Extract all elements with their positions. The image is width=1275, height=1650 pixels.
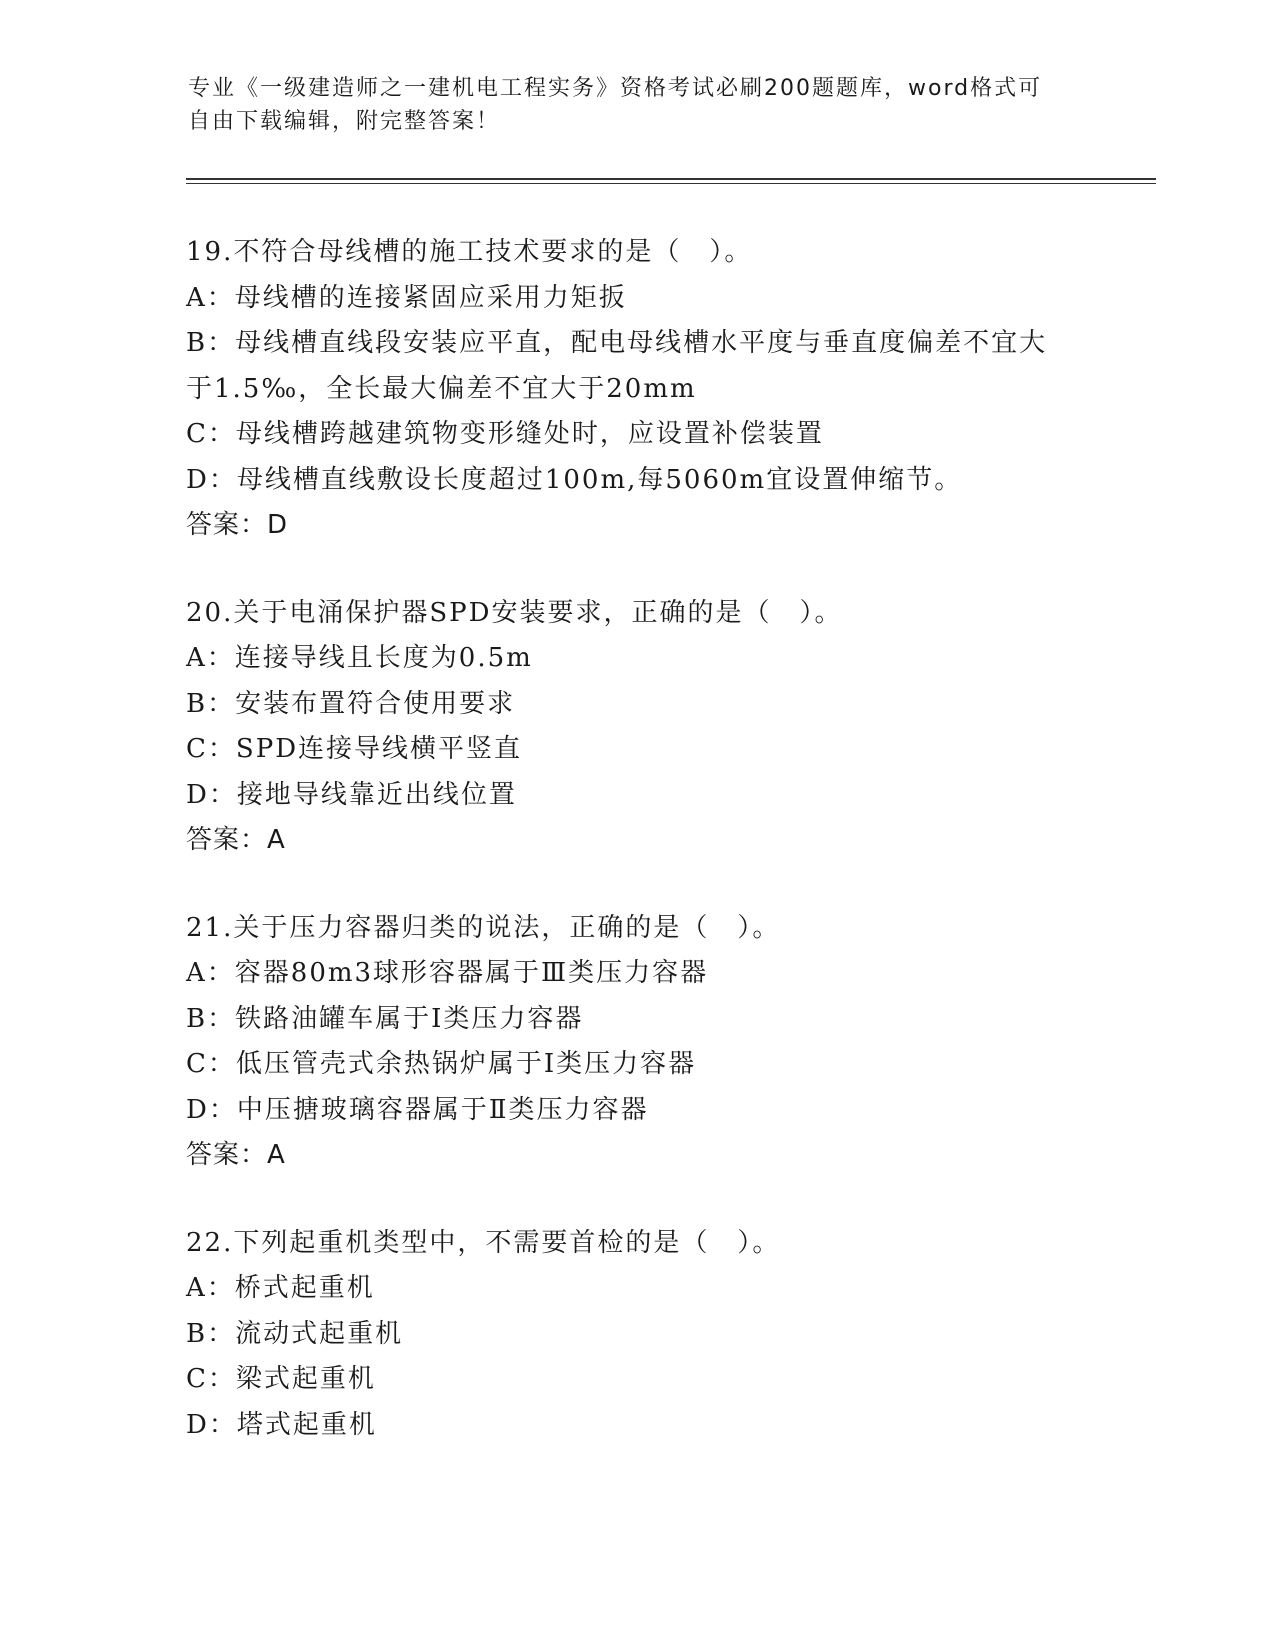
answer: 答案：D: [186, 510, 289, 540]
option-b: B：铁路油罐车属于Ⅰ类压力容器: [186, 1003, 584, 1034]
header-divider-thin: [186, 183, 1156, 184]
option-c: C：母线槽跨越建筑物变形缝处时，应设置补偿装置: [186, 419, 824, 449]
option-d: D：塔式起重机: [186, 1409, 377, 1440]
question-list: [186, 230, 1086, 1490]
option-d: D：接地导线靠近出线位置: [186, 779, 517, 810]
option-c: C：低压管壳式余热锅炉属于Ⅰ类压力容器: [186, 1049, 697, 1079]
document-header: [188, 72, 1088, 138]
option-a: A：母线槽的连接紧固应采用力矩扳: [186, 282, 627, 313]
question-stem: 20.关于电涌保护器SPD安装要求，正确的是（ ）。: [186, 597, 843, 628]
option-b: B：母线槽直线段安装应平直，配电母线槽水平度与垂直度偏差不宜大于1.5‰，全长最大偏差不宜大于20mm: [186, 328, 1048, 404]
question-22: [186, 1221, 1086, 1449]
option-a: A：容器80m3球形容器属于Ⅲ类压力容器: [186, 958, 709, 988]
option-b: B：安装布置符合使用要求: [186, 688, 516, 719]
option-c: C：SPD连接导线横平竖直: [186, 734, 523, 764]
question-21: [186, 906, 1086, 1179]
header-line-1: 专业《一级建造师之一建机电工程实务》资格考试必刷200题题库，word格式可: [188, 76, 1043, 101]
question-stem: 19.不符合母线槽的施工技术要求的是（ ）。: [186, 237, 753, 267]
option-a: A：连接导线且长度为0.5m: [186, 643, 533, 673]
option-c: C：梁式起重机: [186, 1364, 376, 1394]
answer: 答案：A: [186, 1140, 286, 1170]
option-a: A：桥式起重机: [186, 1273, 375, 1303]
question-stem: 22.下列起重机类型中，不需要首检的是（ ）。: [186, 1227, 781, 1258]
option-d: D：中压搪玻璃容器属于Ⅱ类压力容器: [186, 1094, 649, 1125]
header-divider-thick: [186, 178, 1156, 180]
option-b: B：流动式起重机: [186, 1318, 404, 1349]
question-19: [186, 230, 1086, 549]
header-line-2: 自由下载编辑，附完整答案！: [188, 109, 501, 134]
option-d: D：母线槽直线敷设长度超过100m,每5060m宜设置伸缩节。: [186, 464, 963, 495]
question-stem: 21.关于压力容器归类的说法，正确的是（ ）。: [186, 912, 781, 943]
answer: 答案：A: [186, 825, 286, 855]
question-20: [186, 591, 1086, 864]
